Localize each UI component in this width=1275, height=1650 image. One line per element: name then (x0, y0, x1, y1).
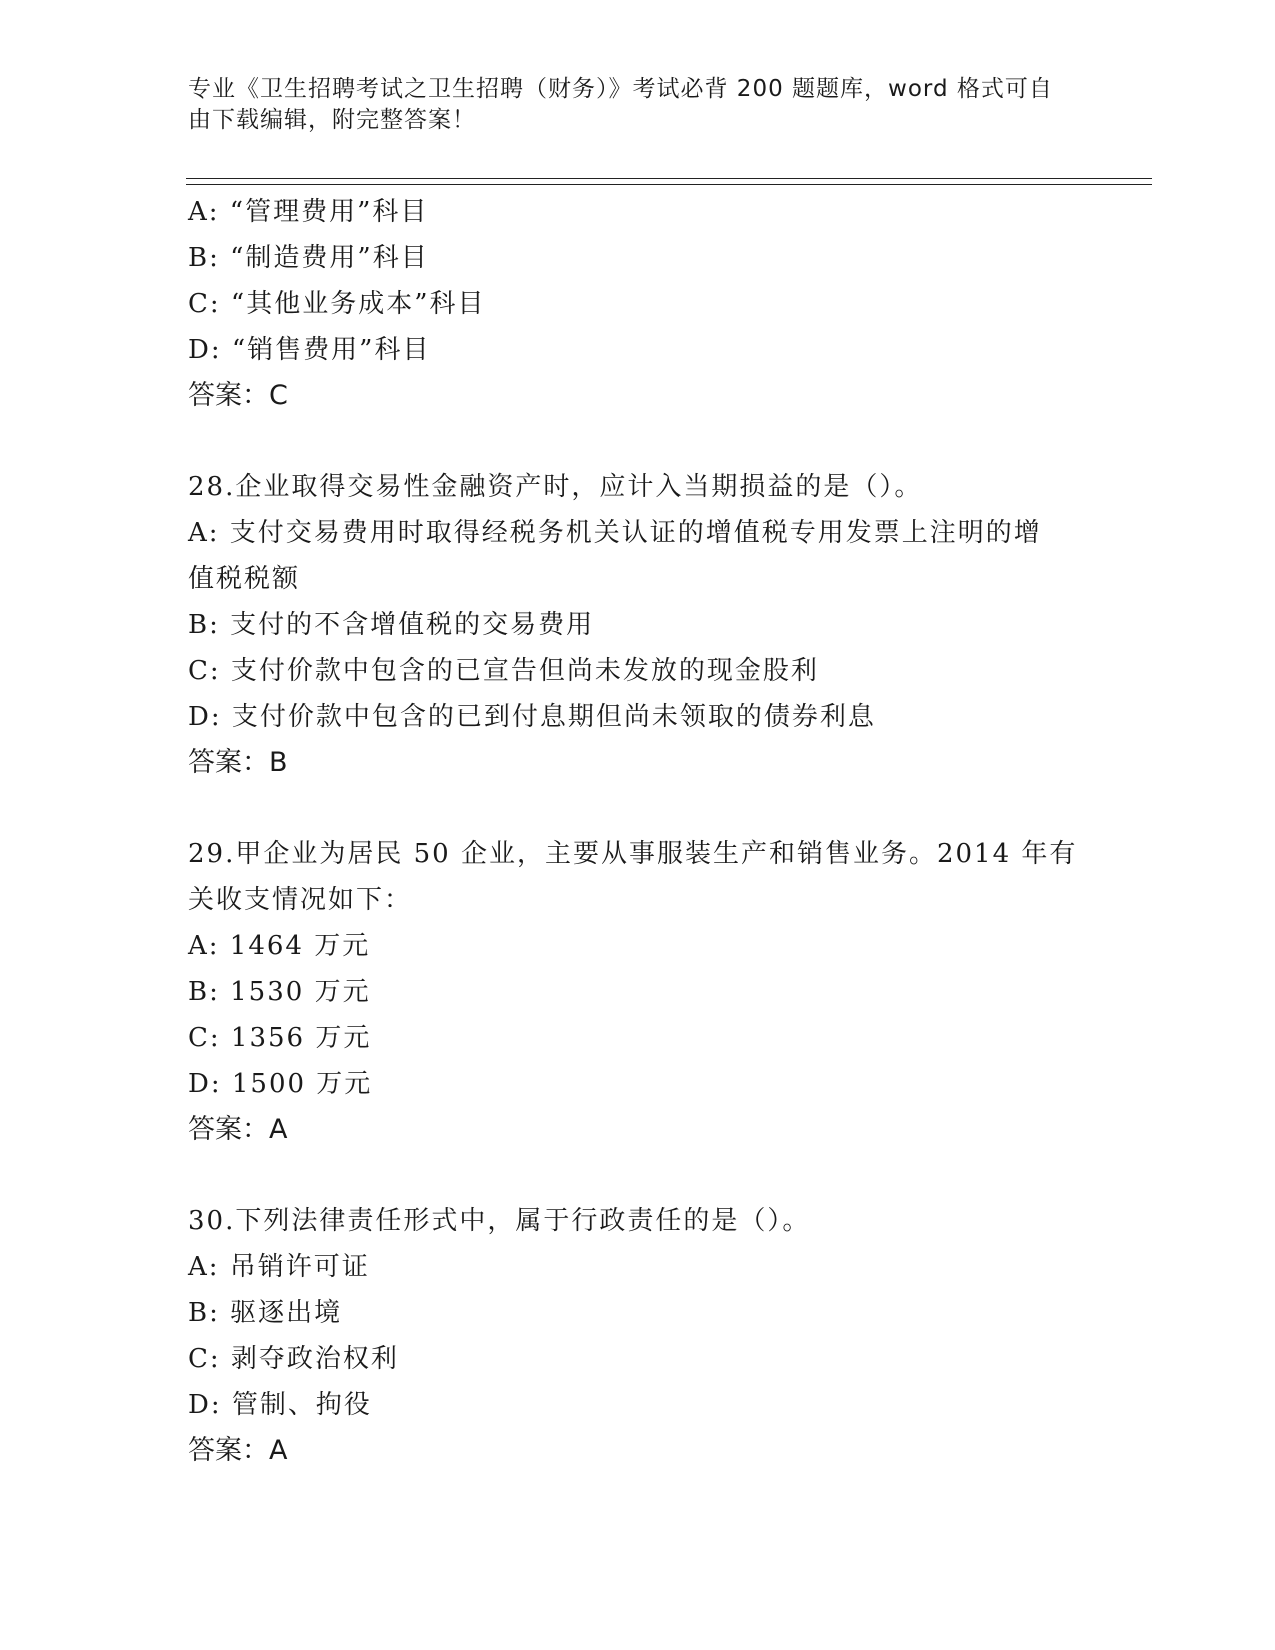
question-list (188, 189, 1088, 1474)
option-a: A: 吊销许可证 (188, 1252, 370, 1282)
question-27 (188, 189, 1088, 419)
option-a: A: 1464 万元 (188, 931, 371, 961)
question-29 (188, 831, 1088, 1153)
option-a-line-1: A: 支付交易费用时取得经税务机关认证的增值税专用发票上注明的增 (188, 518, 1042, 548)
question-text-line-2: 关收支情况如下： (188, 885, 413, 915)
header-line-2: 由下载编辑，附完整答案！ (188, 107, 476, 133)
option-c: C: “其他业务成本”科目 (188, 289, 486, 319)
option-c: C: 剥夺政治权利 (188, 1344, 399, 1374)
option-c: C: 1356 万元 (188, 1023, 372, 1053)
question-text: 30.下列法律责任形式中，属于行政责任的是（）。 (188, 1206, 811, 1236)
answer-line: 答案：A (188, 1435, 288, 1466)
option-b: B: 支付的不含增值税的交易费用 (188, 610, 595, 640)
option-a-line-2: 值税税额 (188, 564, 301, 594)
option-b: B: “制造费用”科目 (188, 243, 429, 273)
header-divider-bottom (186, 184, 1152, 185)
answer-line: 答案：B (188, 747, 288, 778)
answer-line: 答案：A (188, 1114, 288, 1145)
header-line-1: 专业《卫生招聘考试之卫生招聘（财务）》考试必背 200 题题库，word 格式可自 (188, 76, 1053, 102)
spacer (188, 786, 1088, 831)
option-d: D: 管制、拘役 (188, 1390, 372, 1420)
option-d: D: 1500 万元 (188, 1069, 373, 1099)
header-divider-top (186, 178, 1152, 179)
option-a: A: “管理费用”科目 (188, 197, 429, 227)
question-text: 28.企业取得交易性金融资产时，应计入当期损益的是（）。 (188, 472, 923, 502)
spacer (188, 419, 1088, 464)
option-b: B: 驱逐出境 (188, 1298, 343, 1328)
spacer (188, 1153, 1088, 1198)
answer-line: 答案：C (188, 380, 288, 411)
question-30 (188, 1198, 1088, 1474)
option-b: B: 1530 万元 (188, 977, 371, 1007)
option-c: C: 支付价款中包含的已宣告但尚未发放的现金股利 (188, 656, 819, 686)
option-d: D: 支付价款中包含的已到付息期但尚未领取的债券利息 (188, 702, 876, 732)
question-28 (188, 464, 1088, 786)
document-header (188, 74, 1068, 136)
question-text-line-1: 29.甲企业为居民 50 企业，主要从事服装生产和销售业务。2014 年有 (188, 839, 1078, 869)
option-d: D: “销售费用”科目 (188, 335, 431, 365)
